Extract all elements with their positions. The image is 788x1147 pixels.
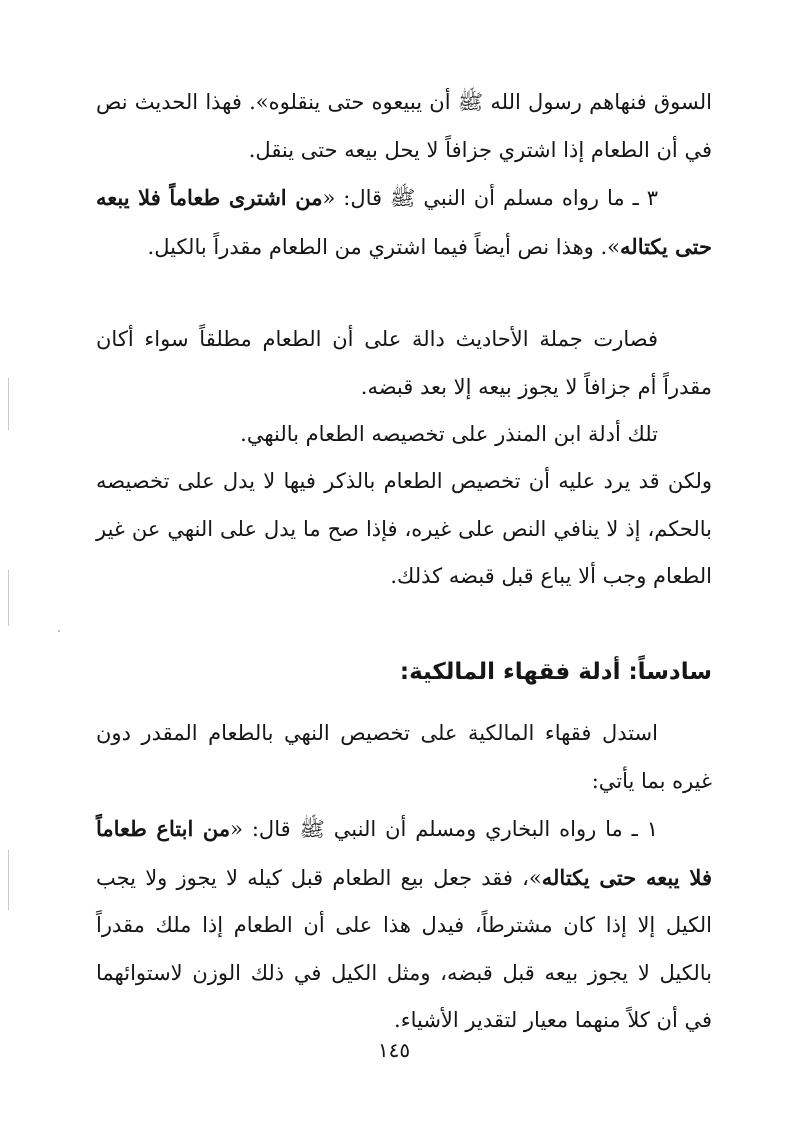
hadith-quote-bold: من اشترى طعاماً فلا يبعه حتى يكتاله (96, 185, 712, 259)
hadith-quote-bold: من ابتاع طعاماً فلا يبعه حتى يكتاله (96, 816, 712, 890)
paragraph-objection (96, 458, 712, 601)
text-segment: استدل فقهاء المالكية على تخصيص النهي بالطعام المقدر دون غيره بما يأتي: (96, 721, 712, 793)
text-segment: تلك أدلة ابن المنذر على تخصيصه الطعام بالنهي. (240, 422, 658, 446)
scan-edge-mark (8, 850, 9, 910)
scan-edge-mark (8, 378, 9, 430)
scan-speck (58, 630, 60, 632)
paragraph-summary (96, 316, 712, 411)
text-segment: ولكن قد يرد عليه أن تخصيص الطعام بالذكر فيها لا يدل على تخصيصه بالحكم، إذ لا ينافي النص على غيره، فإذا صح ما يدل على النهي عن غير الطعام وجب ألا يباع قبل قبضه كذلك. (96, 469, 712, 588)
paragraph-muslim-hadith (96, 174, 712, 271)
text-segment: ١ ـ ما رواه البخاري ومسلم أن النبي ﷺ قال: « (230, 817, 658, 841)
section-heading: سادساً: أدلة فقهاء المالكية: (399, 659, 712, 685)
paragraph-maliki-intro (96, 710, 712, 805)
text-segment: السوق فنهاهم رسول الله ﷺ أن يبيعوه حتى ينقلوه». فهذا الحديث نص في أن الطعام إذا اشتري جزافاً لا يحل بيعه حتى ينقل. (96, 90, 712, 162)
paragraph-hadith-conclusion (96, 79, 712, 174)
text-segment: »، فقد جعل بيع الطعام قبل كيله لا يجوز ولا يجب الكيل إلا إذا كان مشترطاً، فيدل هذا على أن الطعام إذا ملك مقدراً بالكيل لا يجوز بيعه قبل قبضه، ومثل الكيل في ذلك الوزن لاستوائهما في أن كلاً منهما معيار لتقدير الأشياء. (96, 865, 712, 1032)
text-segment: ٣ ـ ما رواه مسلم أن النبي ﷺ قال: « (322, 186, 658, 210)
text-segment: فصارت جملة الأحاديث دالة على أن الطعام مطلقاً سواء أكان مقدراً أم جزافاً لا يجوز بيعه إلا بعد قبضه. (96, 327, 712, 399)
page-number: ١٤٥ (377, 1038, 411, 1062)
scan-edge-mark (8, 570, 9, 626)
paragraph-bukhari-hadith (96, 805, 712, 1045)
paragraph-ibn-almundhir (96, 411, 712, 459)
text-segment: ». وهذا نص أيضاً فيما اشتري من الطعام مقدراً بالكيل. (147, 234, 621, 259)
